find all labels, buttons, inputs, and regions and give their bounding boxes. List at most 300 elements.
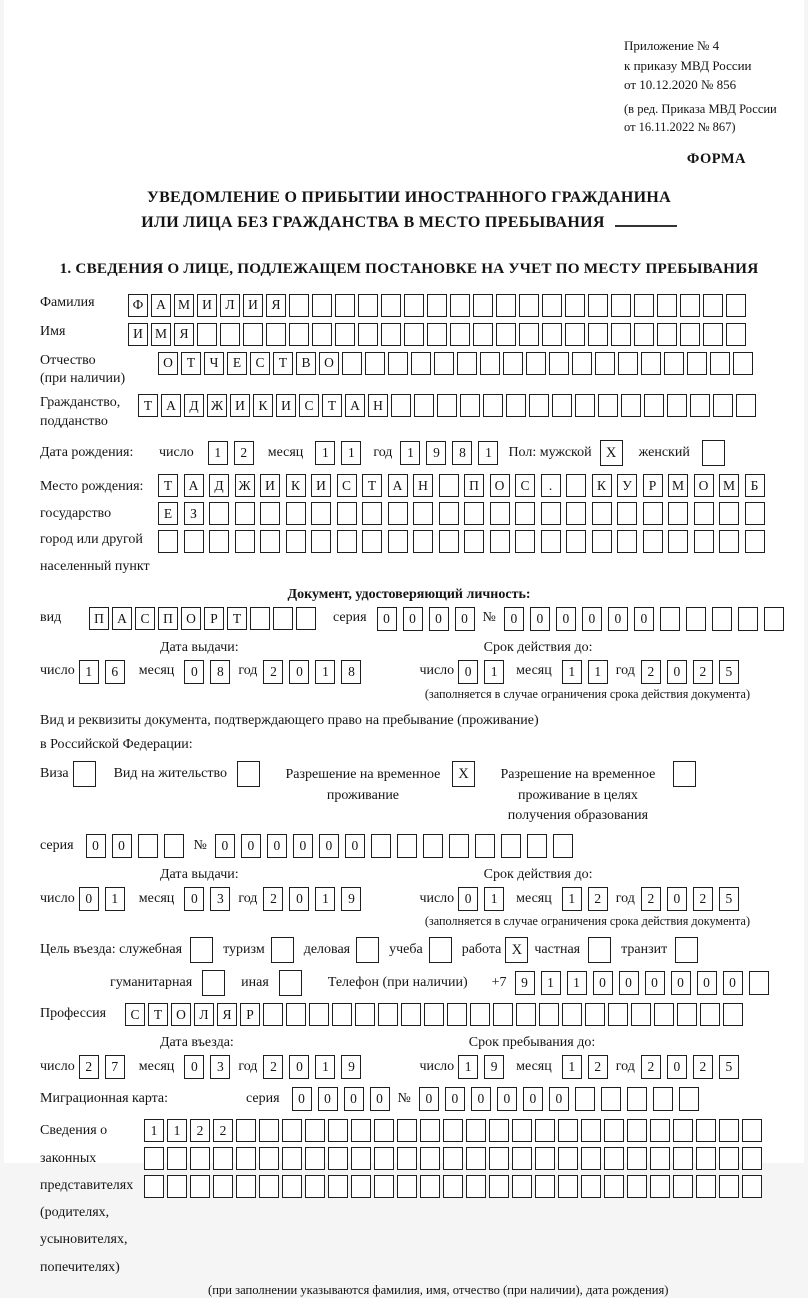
form-cell[interactable] [506, 394, 526, 417]
form-cell[interactable] [588, 323, 608, 346]
form-cell[interactable]: О [694, 474, 714, 497]
form-cell[interactable] [515, 530, 535, 553]
form-cell[interactable]: 5 [719, 1055, 739, 1079]
form-cell[interactable] [702, 440, 725, 466]
form-cell[interactable]: П [89, 607, 109, 630]
form-cell[interactable]: 0 [289, 1055, 309, 1079]
form-cell[interactable] [420, 1175, 440, 1198]
form-cell[interactable]: А [112, 607, 132, 630]
form-cell[interactable]: Ч [204, 352, 224, 375]
form-cell[interactable] [414, 394, 434, 417]
form-cell[interactable] [439, 502, 459, 525]
form-cell[interactable] [328, 1147, 348, 1170]
form-cell[interactable] [611, 294, 631, 317]
form-cell[interactable]: 1 [567, 971, 587, 995]
form-cell[interactable]: 1 [105, 887, 125, 911]
form-cell[interactable] [719, 1119, 739, 1142]
form-cell[interactable] [588, 937, 611, 963]
form-cell[interactable] [362, 530, 382, 553]
form-cell[interactable] [565, 323, 585, 346]
form-cell[interactable]: 0 [504, 607, 524, 631]
form-cell[interactable] [466, 1119, 486, 1142]
form-cell[interactable]: С [337, 474, 357, 497]
form-cell[interactable]: 0 [497, 1087, 517, 1111]
purpose-other-checkbox[interactable] [279, 970, 302, 996]
form-cell[interactable] [558, 1119, 578, 1142]
form-cell[interactable]: 2 [641, 1055, 661, 1079]
form-cell[interactable] [703, 294, 723, 317]
form-cell[interactable] [286, 530, 306, 553]
form-cell[interactable]: И [311, 474, 331, 497]
purpose-work-checkbox[interactable] [505, 937, 528, 963]
form-cell[interactable]: 0 [319, 834, 339, 858]
form-cell[interactable]: 1 [484, 660, 504, 684]
form-cell[interactable]: 0 [723, 971, 743, 995]
form-cell[interactable]: 0 [634, 607, 654, 631]
form-cell[interactable] [592, 502, 612, 525]
form-cell[interactable] [742, 1147, 762, 1170]
form-cell[interactable] [490, 530, 510, 553]
form-cell[interactable]: В [296, 352, 316, 375]
form-cell[interactable] [378, 1003, 398, 1026]
form-cell[interactable] [236, 1175, 256, 1198]
form-cell[interactable]: 0 [112, 834, 132, 858]
form-cell[interactable]: 1 [208, 441, 228, 465]
form-cell[interactable] [420, 1147, 440, 1170]
form-cell[interactable] [358, 323, 378, 346]
form-cell[interactable] [719, 502, 739, 525]
form-cell[interactable] [439, 474, 459, 497]
form-cell[interactable]: 0 [458, 887, 478, 911]
form-cell[interactable] [627, 1087, 647, 1111]
form-cell[interactable]: 9 [341, 887, 361, 911]
form-cell[interactable]: 0 [293, 834, 313, 858]
form-cell[interactable] [719, 1147, 739, 1170]
form-cell[interactable] [427, 294, 447, 317]
form-cell[interactable]: И [243, 294, 263, 317]
form-cell[interactable] [608, 1003, 628, 1026]
form-cell[interactable]: 0 [429, 607, 449, 631]
form-cell[interactable] [260, 502, 280, 525]
form-cell[interactable]: 1 [478, 441, 498, 465]
form-cell[interactable]: Р [643, 474, 663, 497]
form-cell[interactable] [679, 1087, 699, 1111]
form-cell[interactable] [657, 323, 677, 346]
form-cell[interactable] [202, 970, 225, 996]
form-cell[interactable] [650, 1147, 670, 1170]
form-cell[interactable] [558, 1175, 578, 1198]
form-cell[interactable] [259, 1175, 279, 1198]
form-cell[interactable] [209, 502, 229, 525]
form-cell[interactable]: 9 [426, 441, 446, 465]
form-cell[interactable] [351, 1147, 371, 1170]
form-cell[interactable]: 0 [667, 660, 687, 684]
form-cell[interactable]: П [158, 607, 178, 630]
form-cell[interactable]: Н [413, 474, 433, 497]
form-cell[interactable] [464, 502, 484, 525]
form-cell[interactable] [282, 1147, 302, 1170]
form-cell[interactable]: 0 [403, 607, 423, 631]
form-cell[interactable]: 0 [377, 607, 397, 631]
form-cell[interactable]: 0 [289, 887, 309, 911]
form-cell[interactable]: Е [227, 352, 247, 375]
form-cell[interactable] [73, 761, 96, 787]
form-cell[interactable] [374, 1175, 394, 1198]
form-cell[interactable] [220, 323, 240, 346]
form-cell[interactable]: . [541, 474, 561, 497]
form-cell[interactable] [362, 502, 382, 525]
form-cell[interactable] [209, 530, 229, 553]
form-cell[interactable] [519, 294, 539, 317]
form-cell[interactable]: 2 [190, 1119, 210, 1142]
form-cell[interactable] [696, 1147, 716, 1170]
form-cell[interactable]: А [345, 394, 365, 417]
form-cell[interactable] [745, 502, 765, 525]
form-cell[interactable] [466, 1147, 486, 1170]
form-cell[interactable] [675, 937, 698, 963]
form-cell[interactable] [197, 323, 217, 346]
form-cell[interactable] [643, 502, 663, 525]
form-cell[interactable] [289, 294, 309, 317]
form-cell[interactable] [312, 323, 332, 346]
form-cell[interactable]: 2 [263, 660, 283, 684]
form-cell[interactable]: И [128, 323, 148, 346]
form-cell[interactable] [588, 294, 608, 317]
form-cell[interactable] [473, 294, 493, 317]
form-cell[interactable]: 1 [562, 1055, 582, 1079]
form-cell[interactable]: 2 [641, 660, 661, 684]
form-cell[interactable] [328, 1119, 348, 1142]
form-cell[interactable]: 8 [210, 660, 230, 684]
form-cell[interactable]: 9 [341, 1055, 361, 1079]
form-cell[interactable]: 1 [315, 660, 335, 684]
form-cell[interactable]: 0 [318, 1087, 338, 1111]
form-cell[interactable] [539, 1003, 559, 1026]
form-cell[interactable] [420, 1119, 440, 1142]
form-cell[interactable] [657, 294, 677, 317]
form-cell[interactable]: О [181, 607, 201, 630]
form-cell[interactable]: 2 [693, 1055, 713, 1079]
form-cell[interactable] [355, 1003, 375, 1026]
form-cell[interactable] [617, 502, 637, 525]
form-cell[interactable] [457, 352, 477, 375]
form-cell[interactable] [328, 1175, 348, 1198]
form-cell[interactable]: С [299, 394, 319, 417]
form-cell[interactable] [736, 394, 756, 417]
form-cell[interactable]: 5 [719, 887, 739, 911]
form-cell[interactable] [401, 1003, 421, 1026]
form-cell[interactable] [719, 530, 739, 553]
form-cell[interactable] [541, 502, 561, 525]
form-cell[interactable] [535, 1119, 555, 1142]
form-cell[interactable] [489, 1175, 509, 1198]
form-cell[interactable] [585, 1003, 605, 1026]
form-cell[interactable] [581, 1175, 601, 1198]
purpose-humanitarian-checkbox[interactable] [202, 970, 225, 996]
form-cell[interactable]: К [286, 474, 306, 497]
form-cell[interactable]: И [197, 294, 217, 317]
form-cell[interactable]: 0 [79, 887, 99, 911]
form-cell[interactable]: К [253, 394, 273, 417]
form-cell[interactable] [413, 502, 433, 525]
form-cell[interactable] [700, 1003, 720, 1026]
form-cell[interactable] [335, 294, 355, 317]
form-cell[interactable] [601, 1087, 621, 1111]
form-cell[interactable] [351, 1175, 371, 1198]
form-cell[interactable] [374, 1147, 394, 1170]
form-cell[interactable] [450, 294, 470, 317]
form-cell[interactable] [549, 352, 569, 375]
form-cell[interactable] [575, 1087, 595, 1111]
form-cell[interactable] [726, 294, 746, 317]
form-cell[interactable]: 0 [419, 1087, 439, 1111]
form-cell[interactable]: 0 [523, 1087, 543, 1111]
form-cell[interactable] [413, 530, 433, 553]
form-cell[interactable]: 2 [79, 1055, 99, 1079]
form-cell[interactable]: Т [362, 474, 382, 497]
form-cell[interactable]: 9 [515, 971, 535, 995]
form-cell[interactable] [480, 352, 500, 375]
form-cell[interactable]: М [668, 474, 688, 497]
form-cell[interactable] [742, 1119, 762, 1142]
form-cell[interactable]: 1 [458, 1055, 478, 1079]
form-cell[interactable] [572, 352, 592, 375]
form-cell[interactable]: 0 [184, 1055, 204, 1079]
form-cell[interactable] [439, 530, 459, 553]
form-cell[interactable] [535, 1175, 555, 1198]
form-cell[interactable] [604, 1147, 624, 1170]
form-cell[interactable]: К [592, 474, 612, 497]
form-cell[interactable] [286, 1003, 306, 1026]
form-cell[interactable] [158, 530, 178, 553]
form-cell[interactable]: 0 [471, 1087, 491, 1111]
form-cell[interactable] [664, 352, 684, 375]
form-cell[interactable] [686, 607, 706, 631]
form-cell[interactable] [673, 761, 696, 787]
form-cell[interactable] [604, 1119, 624, 1142]
form-cell[interactable]: X [452, 761, 475, 787]
form-cell[interactable] [515, 502, 535, 525]
form-cell[interactable]: Т [148, 1003, 168, 1026]
form-cell[interactable] [260, 530, 280, 553]
form-cell[interactable] [263, 1003, 283, 1026]
form-cell[interactable] [289, 323, 309, 346]
form-cell[interactable] [526, 352, 546, 375]
form-cell[interactable]: 0 [344, 1087, 364, 1111]
form-cell[interactable]: Д [209, 474, 229, 497]
form-cell[interactable]: У [617, 474, 637, 497]
form-cell[interactable] [566, 502, 586, 525]
form-cell[interactable] [190, 1147, 210, 1170]
form-cell[interactable] [519, 323, 539, 346]
form-cell[interactable]: 2 [213, 1119, 233, 1142]
form-cell[interactable] [309, 1003, 329, 1026]
form-cell[interactable] [460, 394, 480, 417]
form-cell[interactable] [164, 834, 184, 858]
purpose-business-checkbox[interactable] [190, 937, 213, 963]
form-cell[interactable] [144, 1147, 164, 1170]
form-cell[interactable]: 1 [541, 971, 561, 995]
form-cell[interactable]: С [125, 1003, 145, 1026]
form-cell[interactable]: 3 [210, 1055, 230, 1079]
form-cell[interactable] [713, 394, 733, 417]
form-cell[interactable] [553, 834, 573, 858]
form-cell[interactable] [397, 834, 417, 858]
form-cell[interactable] [391, 394, 411, 417]
form-cell[interactable] [337, 502, 357, 525]
form-cell[interactable]: Т [227, 607, 247, 630]
form-cell[interactable]: 1 [79, 660, 99, 684]
form-cell[interactable]: О [490, 474, 510, 497]
form-cell[interactable]: 6 [105, 660, 125, 684]
form-cell[interactable] [305, 1147, 325, 1170]
form-cell[interactable] [337, 530, 357, 553]
form-cell[interactable]: 1 [315, 887, 335, 911]
form-cell[interactable] [388, 352, 408, 375]
form-cell[interactable] [424, 1003, 444, 1026]
form-cell[interactable] [282, 1119, 302, 1142]
form-cell[interactable]: 0 [86, 834, 106, 858]
form-cell[interactable]: С [515, 474, 535, 497]
form-cell[interactable] [749, 971, 769, 995]
form-cell[interactable] [184, 530, 204, 553]
form-cell[interactable] [464, 530, 484, 553]
form-cell[interactable]: Л [194, 1003, 214, 1026]
form-cell[interactable] [650, 1119, 670, 1142]
form-cell[interactable] [342, 352, 362, 375]
form-cell[interactable]: 0 [671, 971, 691, 995]
form-cell[interactable] [312, 294, 332, 317]
form-cell[interactable] [305, 1119, 325, 1142]
form-cell[interactable] [279, 970, 302, 996]
form-cell[interactable]: Я [174, 323, 194, 346]
form-cell[interactable] [503, 352, 523, 375]
form-cell[interactable]: X [600, 440, 623, 466]
residence-permit-checkbox[interactable] [237, 761, 260, 787]
form-cell[interactable]: 0 [370, 1087, 390, 1111]
form-cell[interactable] [745, 530, 765, 553]
form-cell[interactable] [388, 530, 408, 553]
form-cell[interactable] [496, 294, 516, 317]
form-cell[interactable] [429, 937, 452, 963]
form-cell[interactable]: 0 [184, 660, 204, 684]
form-cell[interactable]: 2 [234, 441, 254, 465]
sex-male-checkbox[interactable] [600, 440, 623, 466]
form-cell[interactable] [496, 323, 516, 346]
form-cell[interactable]: А [161, 394, 181, 417]
form-cell[interactable] [235, 530, 255, 553]
form-cell[interactable] [512, 1175, 532, 1198]
form-cell[interactable] [733, 352, 753, 375]
form-cell[interactable] [673, 1147, 693, 1170]
form-cell[interactable] [566, 474, 586, 497]
form-cell[interactable]: 2 [588, 887, 608, 911]
purpose-commercial-checkbox[interactable] [356, 937, 379, 963]
form-cell[interactable] [667, 394, 687, 417]
form-cell[interactable]: 2 [641, 887, 661, 911]
form-cell[interactable]: 0 [582, 607, 602, 631]
form-cell[interactable]: 0 [697, 971, 717, 995]
form-cell[interactable] [282, 1175, 302, 1198]
form-cell[interactable]: 1 [144, 1119, 164, 1142]
form-cell[interactable] [710, 352, 730, 375]
form-cell[interactable] [475, 834, 495, 858]
form-cell[interactable] [643, 530, 663, 553]
form-cell[interactable] [381, 294, 401, 317]
form-cell[interactable] [259, 1147, 279, 1170]
form-cell[interactable] [434, 352, 454, 375]
form-cell[interactable] [604, 1175, 624, 1198]
form-cell[interactable] [641, 352, 661, 375]
visa-checkbox[interactable] [73, 761, 96, 787]
form-cell[interactable]: Т [273, 352, 293, 375]
form-cell[interactable] [512, 1147, 532, 1170]
purpose-study-checkbox[interactable] [429, 937, 452, 963]
form-cell[interactable]: 0 [458, 660, 478, 684]
form-cell[interactable]: Т [181, 352, 201, 375]
form-cell[interactable]: 0 [667, 887, 687, 911]
form-cell[interactable]: 8 [452, 441, 472, 465]
form-cell[interactable] [673, 1175, 693, 1198]
form-cell[interactable]: Я [266, 294, 286, 317]
form-cell[interactable]: 8 [341, 660, 361, 684]
form-cell[interactable]: С [250, 352, 270, 375]
form-cell[interactable]: 0 [549, 1087, 569, 1111]
form-cell[interactable] [311, 502, 331, 525]
form-cell[interactable] [654, 1003, 674, 1026]
form-cell[interactable] [397, 1147, 417, 1170]
form-cell[interactable] [738, 607, 758, 631]
form-cell[interactable]: О [319, 352, 339, 375]
form-cell[interactable]: Р [204, 607, 224, 630]
form-cell[interactable] [634, 294, 654, 317]
form-cell[interactable]: 0 [667, 1055, 687, 1079]
form-cell[interactable] [764, 607, 784, 631]
form-cell[interactable] [335, 323, 355, 346]
form-cell[interactable]: Б [745, 474, 765, 497]
form-cell[interactable]: 0 [530, 607, 550, 631]
form-cell[interactable] [680, 294, 700, 317]
form-cell[interactable]: Т [158, 474, 178, 497]
form-cell[interactable] [450, 323, 470, 346]
form-cell[interactable] [388, 502, 408, 525]
form-cell[interactable]: 1 [341, 441, 361, 465]
form-cell[interactable]: 0 [345, 834, 365, 858]
form-cell[interactable] [542, 294, 562, 317]
form-cell[interactable]: Т [138, 394, 158, 417]
form-cell[interactable] [558, 1147, 578, 1170]
form-cell[interactable]: С [135, 607, 155, 630]
form-cell[interactable]: 3 [210, 887, 230, 911]
form-cell[interactable] [696, 1119, 716, 1142]
form-cell[interactable] [437, 394, 457, 417]
form-cell[interactable]: Т [322, 394, 342, 417]
form-cell[interactable] [411, 352, 431, 375]
form-cell[interactable] [296, 607, 316, 630]
form-cell[interactable] [719, 1175, 739, 1198]
form-cell[interactable]: 2 [693, 660, 713, 684]
form-cell[interactable] [381, 323, 401, 346]
form-cell[interactable] [237, 761, 260, 787]
form-cell[interactable]: 0 [593, 971, 613, 995]
form-cell[interactable]: 1 [400, 441, 420, 465]
form-cell[interactable]: 0 [556, 607, 576, 631]
form-cell[interactable]: 2 [263, 887, 283, 911]
form-cell[interactable] [404, 294, 424, 317]
form-cell[interactable] [617, 530, 637, 553]
form-cell[interactable]: З [184, 502, 204, 525]
form-cell[interactable] [490, 502, 510, 525]
